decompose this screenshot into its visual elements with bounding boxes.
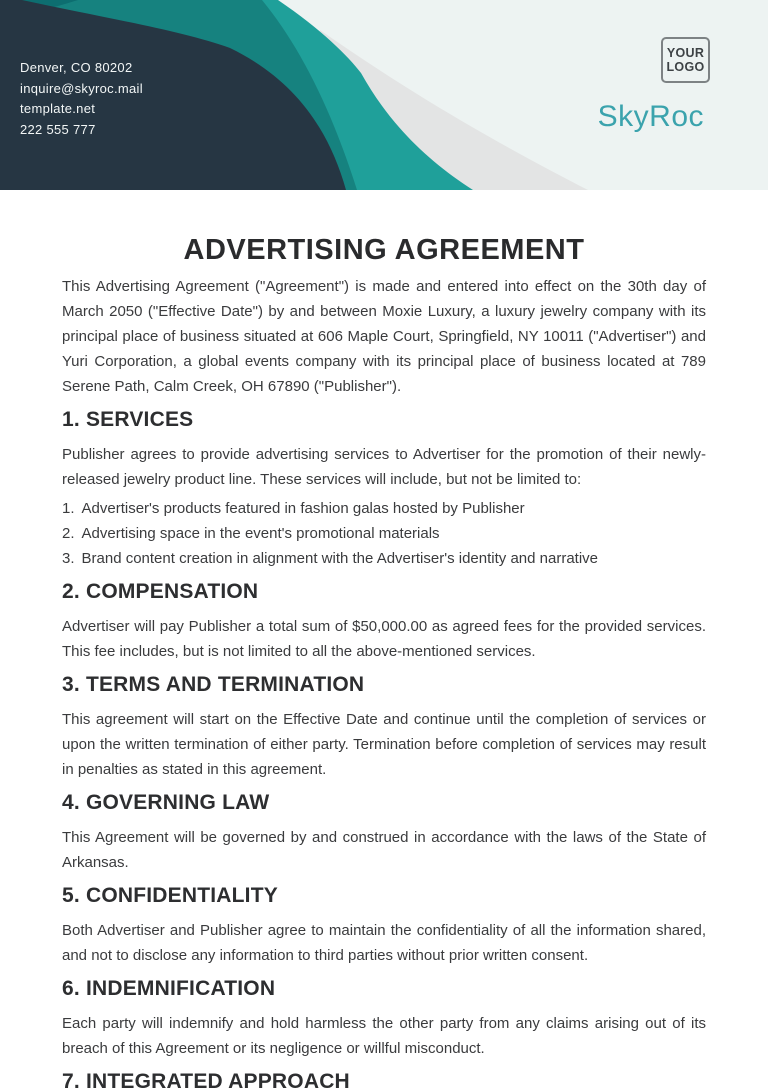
section-paragraph: This Agreement will be governed by and construed in accordance with the laws of the State of Arkansas. xyxy=(62,829,706,871)
section-terms-and-termination xyxy=(62,672,706,782)
clause-list xyxy=(62,496,706,571)
section-governing-law xyxy=(62,790,706,875)
clause-text: Advertising space in the event's promotional materials xyxy=(81,525,440,542)
clause-item xyxy=(62,521,706,546)
contact-line-email: inquire@skyroc.mail xyxy=(20,80,143,96)
logo-placeholder-text xyxy=(666,46,704,74)
section-paragraph: Publisher agrees to provide advertising services to Advertiser for the promotion of their newly-released jewelry product line. These services will include, but not be limited to: xyxy=(62,446,706,488)
section-heading: 4. GOVERNING LAW xyxy=(62,791,270,814)
section-paragraph: Each party will indemnify and hold harmless the other party from any claims arising out of its breach of this Agreement or its negligence or willful misconduct. xyxy=(62,1015,706,1057)
section-paragraph: Advertiser will pay Publisher a total sum of $50,000.00 as agreed fees for the provided services. This fee includes, but is not limited to all the above-mentioned services. xyxy=(62,618,706,660)
section-heading: 2. COMPENSATION xyxy=(62,580,259,603)
intro-paragraph: This Advertising Agreement ("Agreement") is made and entered into effect on the 30th day of March 2050 ("Effective Date") by and between Moxie Luxury, a luxury jewelry company with its principal place of business situated at 606 Maple Court, Springfield, NY 10011 ("Advertiser") and Yuri Corporation, a global events company with its principal place of business located at 789 Serene Path, Calm Creek, OH 67890 ("Publisher"). xyxy=(62,278,706,395)
clause-number: 3. xyxy=(62,550,75,567)
document-title: ADVERTISING AGREEMENT xyxy=(183,234,585,266)
logo-placeholder-line2: LOGO xyxy=(666,60,705,74)
section-integrated-approach xyxy=(62,1069,706,1089)
section-heading: 7. INTEGRATED APPROACH xyxy=(62,1070,350,1089)
header-band xyxy=(0,0,768,190)
contact-line-phone: 222 555 777 xyxy=(20,121,96,137)
clause-item xyxy=(62,496,706,521)
section-paragraph: Both Advertiser and Publisher agree to maintain the confidentiality of all the information shared, and not to disclose any information to third parties without prior written consent. xyxy=(62,922,706,964)
clause-number: 1. xyxy=(62,500,75,517)
section-indemnification xyxy=(62,976,706,1061)
section-confidentiality xyxy=(62,883,706,968)
section-heading: 6. INDEMNIFICATION xyxy=(62,977,276,1000)
contact-line-website: template.net xyxy=(20,101,96,116)
clause-text: Advertiser's products featured in fashion galas hosted by Publisher xyxy=(81,500,525,517)
section-paragraph: This agreement will start on the Effective Date and continue until the completion of services or upon the written termination of either party. Termination before completion of services may result in penalties as stated in this agreement. xyxy=(62,711,706,778)
section-compensation xyxy=(62,579,706,664)
brand-name: SkyRoc xyxy=(597,100,704,133)
contact-block xyxy=(20,58,143,140)
document-body xyxy=(0,190,768,1089)
section-services xyxy=(62,407,706,571)
contact-line-address: Denver, CO 80202 xyxy=(20,60,133,75)
logo-placeholder xyxy=(661,37,710,83)
section-heading: 1. SERVICES xyxy=(62,408,194,431)
clause-number: 2. xyxy=(62,525,75,542)
section-heading: 5. CONFIDENTIALITY xyxy=(62,884,278,907)
logo-placeholder-line1: YOUR xyxy=(666,46,705,60)
clause-text: Brand content creation in alignment with the Advertiser's identity and narrative xyxy=(81,550,598,567)
section-heading: 3. TERMS AND TERMINATION xyxy=(62,673,365,696)
clause-item xyxy=(62,546,706,571)
